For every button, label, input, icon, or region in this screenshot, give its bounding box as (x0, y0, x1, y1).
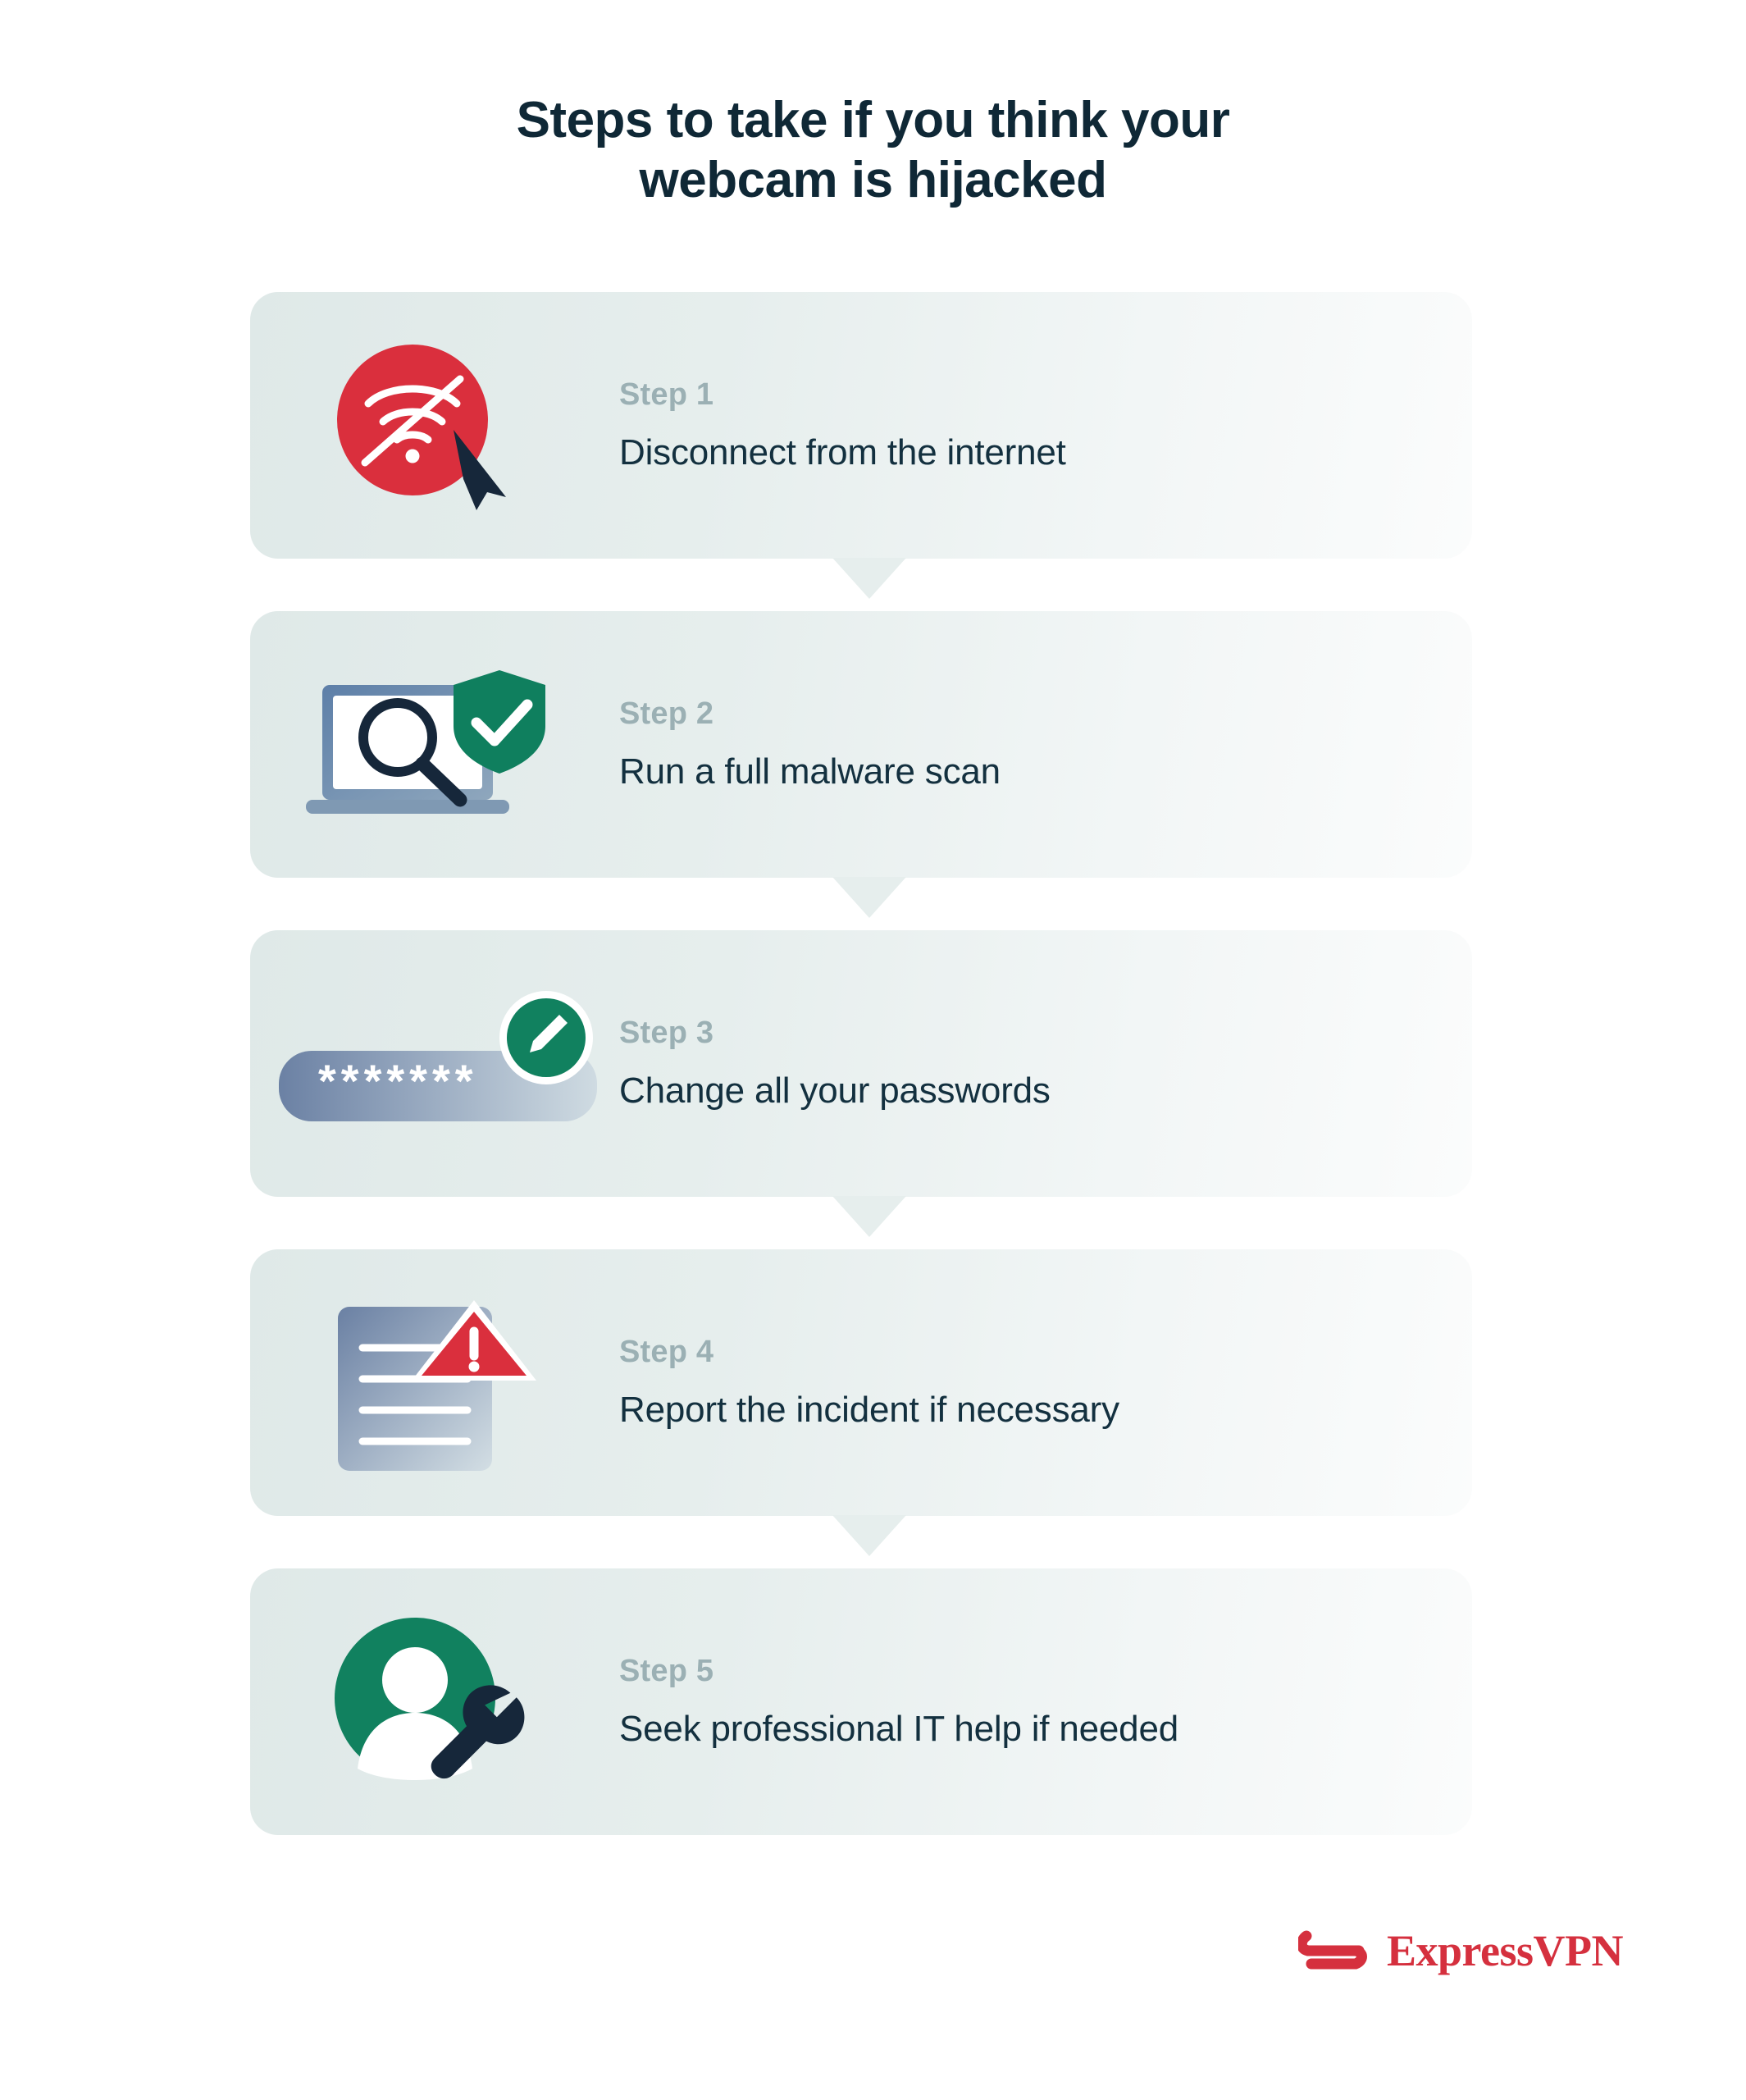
expressvpn-logo-icon (1298, 1924, 1369, 1977)
step-item (250, 1568, 1582, 1835)
step-5-text: Seek professional IT help if needed (619, 1709, 1178, 1750)
step-item (250, 611, 1582, 878)
password-mask-text: ******* (318, 1054, 478, 1107)
step-item (250, 930, 1582, 1197)
password-field-edit-icon (271, 990, 599, 1138)
step-2-label: Step 2 (619, 696, 714, 732)
step-1-label: Step 1 (619, 377, 714, 413)
step-4-label: Step 4 (619, 1335, 714, 1370)
user-wrench-support-icon (312, 1608, 558, 1796)
page-title-line-2: webcam is hijacked (639, 152, 1107, 209)
page-title-line-1: Steps to take if you think your (516, 92, 1230, 148)
steps-list (0, 292, 1746, 1835)
step-4-icon-container (250, 1289, 611, 1477)
step-3-text-container (611, 1016, 1051, 1112)
step-3-icon-container (250, 990, 611, 1138)
step-2-text: Run a full malware scan (619, 751, 1001, 792)
step-1-icon-container (250, 340, 611, 512)
step-1-text-container (611, 377, 1066, 473)
page-title (0, 0, 1746, 210)
connector-arrow-4 (832, 1515, 906, 1556)
step-5-text-container (611, 1654, 1178, 1750)
connector-arrow-1 (832, 558, 906, 599)
step-2-icon-container (250, 659, 611, 831)
step-card-3 (250, 930, 1472, 1197)
step-card-1 (250, 292, 1472, 559)
brand-name: ExpressVPN (1386, 1926, 1623, 1975)
step-card-5 (250, 1568, 1472, 1835)
step-2-text-container (611, 696, 1001, 792)
laptop-scan-shield-icon (299, 659, 570, 831)
step-4-text: Report the incident if necessary (619, 1390, 1119, 1431)
step-3-text: Change all your passwords (619, 1071, 1051, 1112)
step-item (250, 292, 1582, 559)
step-item (250, 1249, 1582, 1516)
document-warning-icon (320, 1289, 549, 1477)
connector-arrow-2 (832, 877, 906, 918)
step-1-text: Disconnect from the internet (619, 432, 1066, 473)
step-3-label: Step 3 (619, 1016, 714, 1051)
brand-logo (1298, 1924, 1623, 1977)
step-4-text-container (611, 1335, 1119, 1431)
connector-arrow-3 (832, 1196, 906, 1237)
step-5-icon-container (250, 1608, 611, 1796)
no-wifi-cursor-icon (316, 340, 554, 512)
step-card-2 (250, 611, 1472, 878)
step-card-4 (250, 1249, 1472, 1516)
step-5-label: Step 5 (619, 1654, 714, 1689)
